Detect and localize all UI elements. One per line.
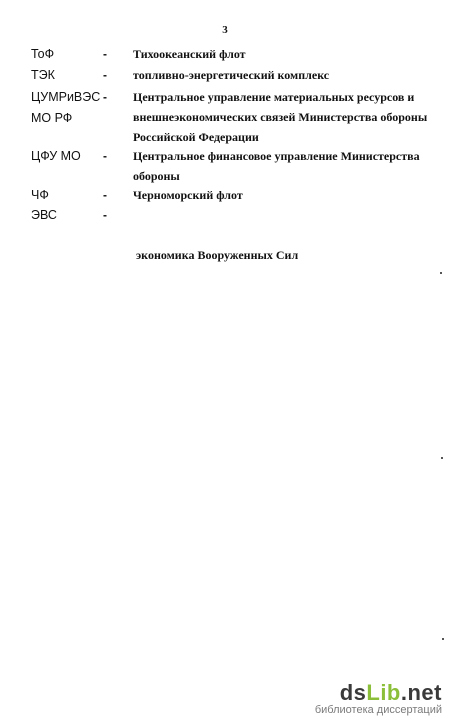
definition-line: топливно-энергетический комплекс: [133, 68, 330, 82]
logo-net-text: .net: [400, 680, 442, 705]
abbreviation: [31, 65, 55, 86]
definition-line: Центральное управление материальных ресурсов и: [133, 90, 415, 104]
definition-line: обороны: [133, 169, 180, 183]
entry-dash: -: [103, 188, 107, 202]
scan-speck: [440, 272, 442, 274]
definition: [133, 87, 433, 147]
abbreviation: [31, 146, 81, 167]
abbreviation: [31, 205, 57, 226]
scan-speck: [441, 457, 443, 459]
abbreviation: [31, 44, 54, 65]
definition-line: Российской Федерации: [133, 130, 259, 144]
definition: [133, 205, 433, 305]
abbreviation-line: ЧФ: [31, 188, 49, 202]
abbreviation: [31, 185, 49, 206]
definition-line: Тихоокеанский флот: [133, 47, 246, 61]
entry-dash: -: [103, 90, 107, 104]
logo-lib-text: Lib: [366, 680, 401, 705]
page-number: 3: [222, 24, 228, 36]
abbreviation-line: ЦУМРиВЭС: [31, 90, 101, 104]
entry-dash: -: [103, 68, 107, 82]
abbreviation-line: МО РФ: [31, 111, 73, 125]
definition: [133, 146, 433, 186]
abbreviation-line: ТоФ: [31, 47, 55, 61]
watermark-caption: библиотека диссертаций: [314, 704, 442, 716]
logo-ds-text: ds: [339, 680, 367, 705]
abbreviation-line: ЭВС: [31, 208, 57, 222]
definition-line: Центральное финансовое управление Министерства: [133, 149, 420, 163]
dslib-logo: [315, 682, 442, 704]
definition: [133, 44, 433, 64]
definition-line: внешнеэкономических связей Министерства обороны: [133, 110, 428, 124]
entry-dash: -: [103, 208, 107, 222]
definition-line: экономика Вооруженных Сил: [133, 248, 299, 262]
abbreviation-line: ЦФУ МО: [31, 149, 81, 163]
entry-dash: -: [103, 47, 107, 61]
definition: [133, 65, 433, 85]
entry-dash: -: [103, 149, 107, 163]
definition-line: Черноморский флот: [133, 188, 243, 202]
scan-speck: [442, 638, 444, 640]
abbreviation: [31, 87, 100, 129]
definition: [133, 185, 433, 205]
abbreviation-line: ТЭК: [31, 68, 55, 82]
dslib-watermark: [315, 682, 442, 717]
